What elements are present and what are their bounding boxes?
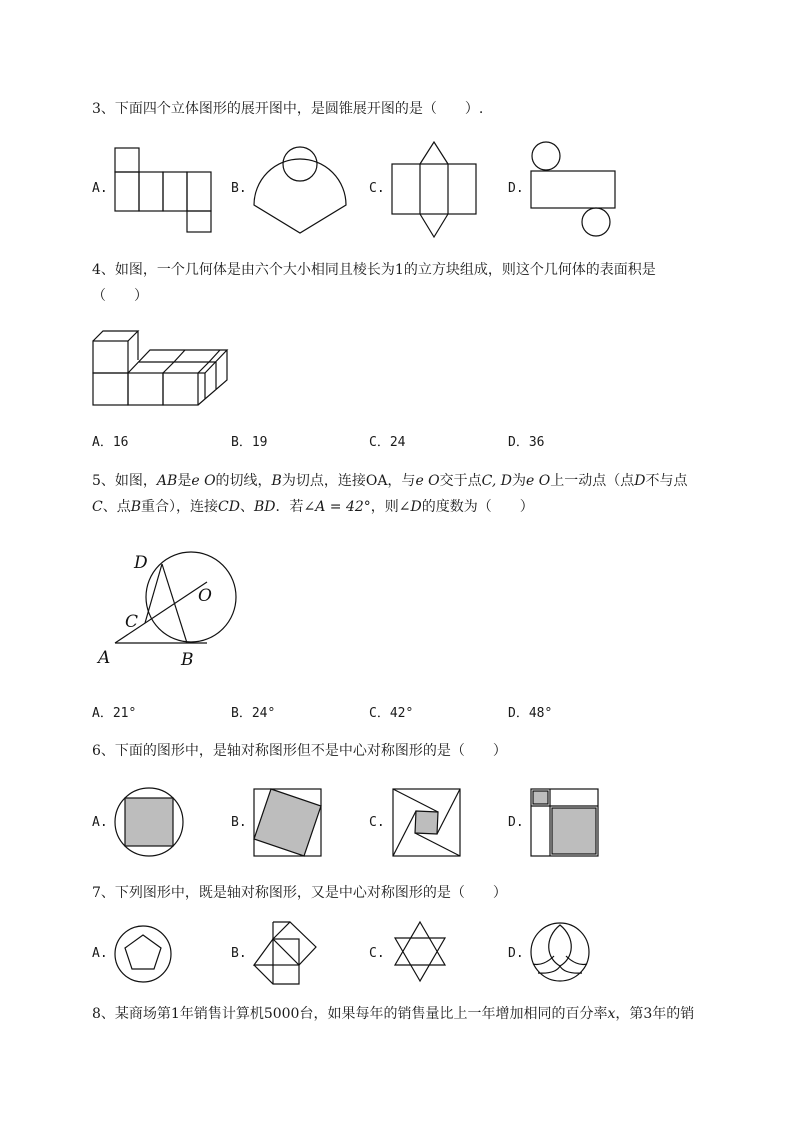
q7-option-a-pentagon-in-circle-figure (114, 925, 174, 985)
q5-label-c: C (125, 612, 139, 632)
q4-option-c: C．24 (369, 435, 406, 450)
q4-option-a: A．16 (92, 435, 129, 450)
question-8-text: 8、某商场第1年销售计算机5000台，如果每年的销售量比上一年增加相同的百分率x，第3年的销 (92, 1006, 695, 1022)
q5-option-b: B．24° (231, 706, 276, 721)
q7-option-c-label: C. (369, 946, 385, 961)
q3-option-a-net-figure (115, 148, 215, 233)
q3-option-d-cylinder-net-figure (530, 141, 620, 241)
q5-label-b: B (181, 650, 194, 670)
q4-cube-solid-figure (93, 330, 233, 410)
q6-option-b-tilted-square-figure (253, 788, 323, 858)
q6-option-a-circle-square-figure (114, 787, 186, 859)
q3-option-d-label: D. (508, 181, 524, 196)
q6-option-c-label: C. (369, 815, 385, 830)
q4-option-b: B．19 (231, 435, 268, 450)
q5-label-a: A (98, 648, 111, 668)
question-3-text: 3、下面四个立体图形的展开图中，是圆锥展开图的是（ ）. (92, 101, 484, 117)
q7-option-a-label: A. (92, 946, 108, 961)
q3-option-c-prism-net-figure (392, 140, 482, 240)
q3-option-a-label: A. (92, 181, 108, 196)
question-5-line-2: C、点B重合），连接CD、BD．若∠A = 42°，则∠D的度数为（ ） (92, 499, 534, 515)
question-4-paren: （ ） (92, 288, 148, 304)
q6-option-d-divided-square-figure (530, 788, 600, 858)
question-7-text: 7、下列图形中，既是轴对称图形，又是中心对称图形的是（ ） (92, 885, 507, 901)
q7-option-b-label: B. (231, 946, 247, 961)
q7-option-d-label: D. (508, 946, 524, 961)
question-6-text: 6、下面的图形中，是轴对称图形但不是中心对称图形的是（ ） (92, 743, 507, 759)
q7-option-c-six-point-star-figure (392, 921, 452, 983)
question-4-text: 4、如图，一个几何体是由六个大小相同且棱长为1的立方块组成，则这个几何体的表面积是 (92, 262, 656, 278)
q5-option-d: D．48° (508, 706, 553, 721)
q6-option-c-pinwheel-square-figure (392, 788, 462, 858)
q7-option-d-trefoil-circle-figure (530, 922, 592, 984)
q3-option-b-label: B. (231, 181, 247, 196)
q3-option-c-label: C. (369, 181, 385, 196)
q7-option-b-pythagorean-figure (253, 920, 318, 985)
q5-circle-tangent-figure (95, 545, 255, 675)
q5-label-o: O (198, 586, 212, 606)
question-5-line-1: 5、如图，AB是e O的切线，B为切点，连接OA，与e O交于点C, D为e O上一动点（点D不与点 (92, 473, 688, 489)
q3-option-b-cone-net-figure (250, 145, 355, 237)
q5-label-d: D (134, 553, 148, 573)
q4-option-d: D．36 (508, 435, 545, 450)
q6-option-b-label: B. (231, 815, 247, 830)
q6-option-a-label: A. (92, 815, 108, 830)
q5-option-c: C．42° (369, 706, 414, 721)
q5-option-a: A．21° (92, 706, 137, 721)
q6-option-d-label: D. (508, 815, 524, 830)
